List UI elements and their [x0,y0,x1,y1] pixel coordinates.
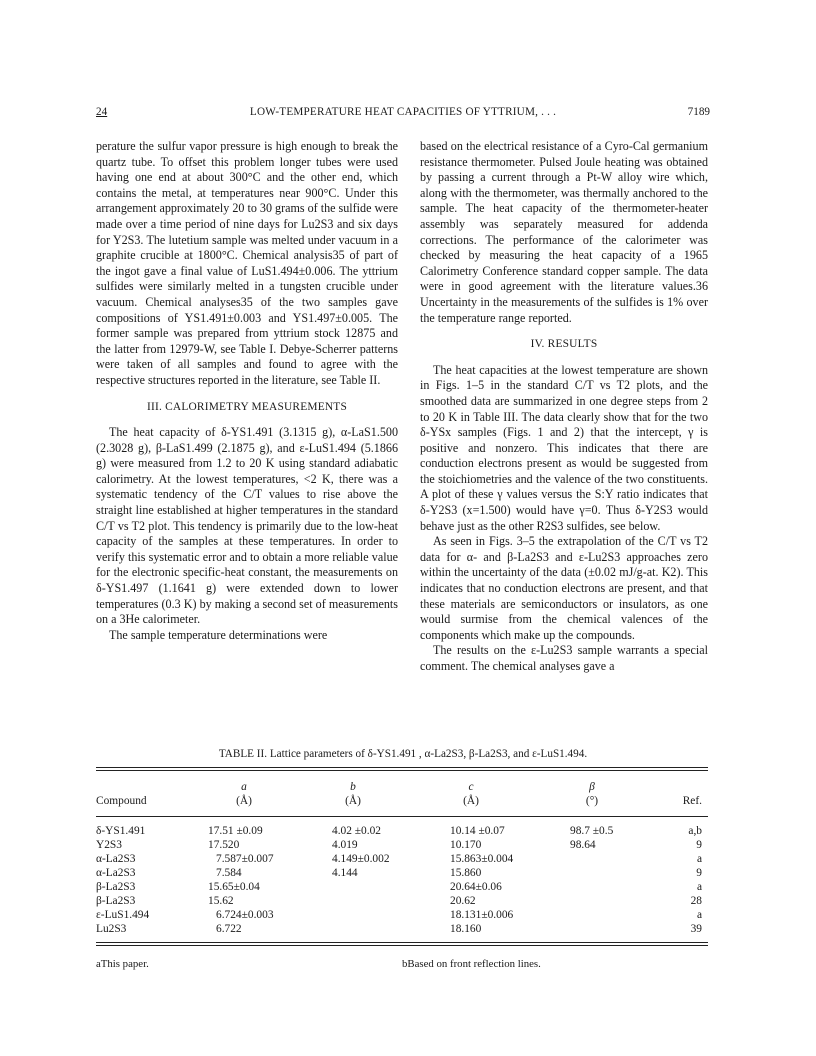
right-paragraph-3: As seen in Figs. 3–5 the extrapolation of the C/T vs T2 data for α- and β-La2S3 and ε-Lu2S3 approaches zero within the uncertainty of the data (±0.02 mJ/g-at. K2). This indicates that no conduction electrons are present, and that these materials are semiconductors or insulators, as one would surmise from the chemical valences of the components which make up the compounds. [420,534,708,642]
cell-b: 4.144 [332,867,358,879]
right-paragraph-2: The heat capacities at the lowest temperature are shown in Figs. 1–5 in the standard C/T vs T2 plots, and the smoothed data are summarized in one degree steps from 2 to 20 K in Table III. The data clearly show that for the two δ-YSx samples (Figs. 1 and 2) that the intercept, γ is positive and nonzero. This indicates that there are conduction electrons present as would be suggested from the stoichiometries and the valence of the two constituents. A plot of these γ values versus the S:Y ratio indicates that δ-Y2S3 (x=1.500) would have γ=0. Thus δ-Y2S3 would behave just as the other R2S3 sulfides, see below. [420,362,708,533]
journal-page-number: 7189 [687,106,710,118]
cell-compound: ε-LuS1.494 [96,909,150,921]
table-row [96,852,708,866]
cell-c: 20.62 [450,895,476,907]
cell-ref: a [696,853,702,865]
cell-b: 4.149±0.002 [332,853,390,865]
section-heading-results: IV. RESULTS [530,338,598,351]
right-paragraph-1: based on the electrical resistance of a Cyro-Cal germanium resistance thermometer. Pulsed Joule heating was obtained by passing a current through a Pt-W alloy wire which, along with the thermometer, was thermally anchored to the sample. The heat capacity of the thermometer-heater assembly was separately measured for addenda corrections. The performance of the calorimeter was checked by measuring the heat capacity of a 1965 Calorimetry Conference standard copper sample. The data were in good agreement with the literature values.36 Uncertainty in the measurements of the sulfides is 1% over the temperature range reported. [420,139,708,325]
col-header-b-unit: (Å) [345,795,361,807]
left-paragraph-3: The sample temperature determinations were [109,627,328,642]
cell-compound: α-La2S3 [96,853,136,865]
right-column [420,139,708,675]
col-header-b: b [350,781,356,793]
table-bottom-rule [96,942,708,943]
cell-ref: a,b [688,825,702,837]
cell-c: 18.131±0.006 [450,909,514,921]
col-header-c-unit: (Å) [463,795,479,807]
cell-ref: a [696,909,702,921]
table-row [96,908,708,922]
cell-a: 17.520 [208,839,240,851]
section-heading-calorimetry: III. CALORIMETRY MEASUREMENTS [147,400,347,413]
table-row [96,866,708,880]
cell-c: 10.14 ±0.07 [450,825,505,837]
cell-ref: 28 [690,895,702,907]
col-header-a: a [241,781,247,793]
cell-ref: a [696,881,702,893]
cell-compound: β-La2S3 [96,881,136,893]
footnote-a: aThis paper. [96,958,149,970]
table-header-rule [96,816,708,817]
page-number: 24 [96,106,108,118]
table-row [96,922,708,936]
col-header-a-unit: (Å) [236,795,252,807]
col-header-compound: Compound [96,795,147,807]
table-top-rule [96,767,708,768]
col-header-beta-unit: (°) [585,795,599,807]
cell-compound: α-La2S3 [96,867,136,879]
table-row [96,894,708,908]
cell-c: 10.170 [450,839,482,851]
table-bottom-rule-2 [96,945,708,946]
col-header-ref: Ref. [682,795,702,807]
cell-compound: Lu2S3 [96,923,127,935]
table-top-rule-2 [96,770,708,771]
left-paragraph-2: The heat capacity of δ-YS1.491 (3.1315 g), α-LaS1.500 (2.3028 g), β-LaS1.499 (2.1875 g), and ε-LuS1.494 (5.1866 g) were measured from 1.2 to 20 K using standard adiabatic calorimetry. At the lowest temperatures, <2 K, there was a systematic tendency of the C/T values to rise above the straight line established at higher temperatures in the standard C/T vs T2 plot. This tendency is primarily due to the low-heat capacity of the samples at these temperatures. In order to verify this systematic error and to obtain a more reliable value for the electronic specific-heat constant, the measurements on δ-YS1.497 (1.1641 g) were extended down to lower temperatures (0.3 K) by making a second set of measurements on a 3He calorimeter. [96,425,398,627]
cell-ref: 9 [696,839,702,851]
table-row [96,824,708,838]
cell-ref: 39 [690,923,702,935]
left-column [96,139,398,643]
table-body [96,824,708,944]
col-header-beta: β [589,781,595,793]
col-header-c: c [468,781,474,793]
table-caption: TABLE II. Lattice parameters of δ-YS1.491 , α-La2S3, β-La2S3, and ε-LuS1.494. [218,748,588,760]
cell-c: 15.860 [450,867,482,879]
table-header [96,776,708,816]
table-row [96,880,708,894]
footnote-b: bBased on front reflection lines. [402,958,541,970]
cell-a: 6.722 [216,923,242,935]
cell-c: 20.64±0.06 [450,881,502,893]
cell-a: 7.584 [216,867,242,879]
running-header [96,106,710,124]
cell-c: 15.863±0.004 [450,853,514,865]
left-paragraph-1: perature the sulfur vapor pressure is high enough to break the quartz tube. To offset this problem longer tubes were used having one end at about 300°C and the other end, which contains the metal, at temperatures near 900°C. Under this arrangement approximately 20 to 30 grams of the sulfide were made over a time period of nine days for Lu2S3 and six days for Y2S3. The lutetium sample was melted under vacuum in a graphite crucible at 1800°C. Chemical analysis35 of part of the ingot gave a final value of LuS1.494±0.006. The yttrium sulfides were similarly melted in a tungsten crucible under vacuum. Chemical analyses35 of the two samples gave compositions of YS1.491±0.003 and YS1.497±0.005. The former sample was prepared from yttrium stock 12875 and the latter from 12979-W, see Table I. Debye-Scherrer patterns were taken of all samples and found to agree with the respective structures reported in the literature, see Table II. [96,139,398,387]
table-row [96,838,708,852]
right-paragraph-4: The results on the ε-Lu2S3 sample warrants a special comment. The chemical analyses gave a [420,643,708,673]
cell-compound: δ-YS1.491 [96,825,146,837]
running-title: LOW-TEMPERATURE HEAT CAPACITIES OF YTTRIUM, . . . [249,106,557,118]
cell-b: 4.02 ±0.02 [332,825,381,837]
cell-a: 6.724±0.003 [216,909,274,921]
cell-b: 4.019 [332,839,358,851]
cell-a: 15.65±0.04 [208,881,260,893]
cell-c: 18.160 [450,923,482,935]
cell-a: 15.62 [208,895,234,907]
cell-ref: 9 [696,867,702,879]
cell-beta: 98.7 ±0.5 [570,825,614,837]
cell-beta: 98.64 [570,839,596,851]
cell-a: 17.51 ±0.09 [208,825,263,837]
cell-compound: Y2S3 [96,839,122,851]
cell-a: 7.587±0.007 [216,853,274,865]
cell-compound: β-La2S3 [96,895,136,907]
